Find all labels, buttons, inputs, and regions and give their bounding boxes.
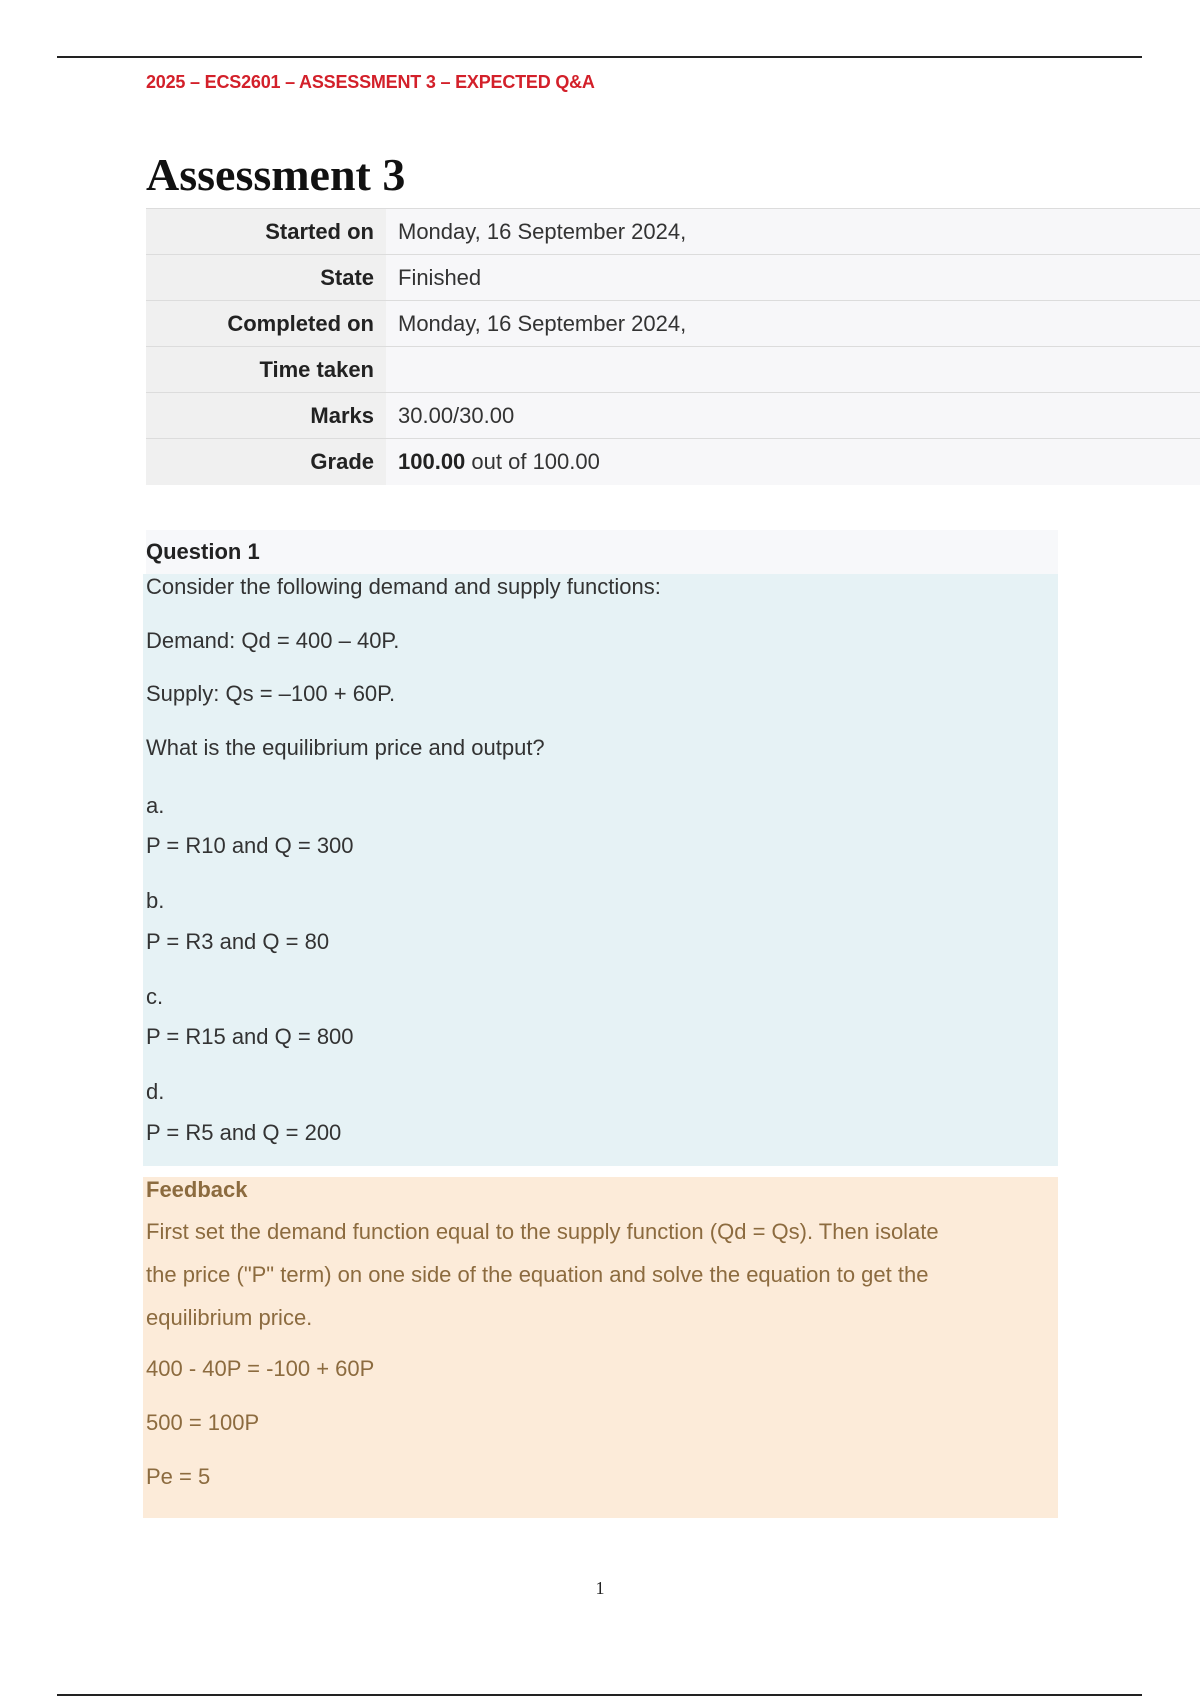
page-title: Assessment 3 — [146, 149, 406, 200]
summary-row-time-taken — [146, 347, 1200, 393]
feedback-step-1: 400 - 40P = -100 + 60P — [146, 1356, 375, 1381]
summary-label: Started on — [146, 209, 386, 255]
supply-function: Supply: Qs = –100 + 60P. — [146, 681, 396, 706]
summary-value: Finished — [386, 255, 1200, 301]
summary-row-completed — [146, 301, 1200, 347]
bottom-rule — [57, 1694, 1142, 1696]
document-header: 2025 – ECS2601 – ASSESSMENT 3 – EXPECTED Q&A — [146, 72, 595, 92]
summary-value: Monday, 16 September 2024, — [386, 301, 1200, 347]
demand-function: Demand: Qd = 400 – 40P. — [146, 628, 400, 653]
feedback-line-1: First set the demand function equal to the supply function (Qd = Qs). Then isolate — [146, 1219, 939, 1244]
option-text-a: P = R10 and Q = 300 — [146, 833, 354, 858]
summary-label: Marks — [146, 393, 386, 439]
summary-label: Time taken — [146, 347, 386, 393]
feedback-title: Feedback — [146, 1177, 248, 1202]
grade-score: 100.00 — [398, 448, 466, 474]
question-header — [146, 530, 1058, 574]
option-text-b: P = R3 and Q = 80 — [146, 929, 330, 954]
summary-value: Monday, 16 September 2024, — [386, 209, 1200, 255]
top-rule — [57, 56, 1142, 58]
question-intro: Consider the following demand and supply functions: — [146, 574, 661, 599]
feedback-step-2: 500 = 100P — [146, 1410, 260, 1435]
summary-label: Completed on — [146, 301, 386, 347]
summary-row-grade — [146, 439, 1200, 485]
option-text-c: P = R15 and Q = 800 — [146, 1024, 354, 1049]
summary-row-started — [146, 209, 1200, 255]
option-letter-a: a. — [146, 793, 165, 818]
summary-value: 30.00/30.00 — [386, 393, 1200, 439]
summary-row-state — [146, 255, 1200, 301]
option-letter-b: b. — [146, 888, 165, 913]
summary-value — [386, 439, 1200, 485]
summary-value — [386, 347, 1200, 393]
summary-label: Grade — [146, 439, 386, 485]
feedback-line-2: the price ("P" term) on one side of the equation and solve the equation to get the — [146, 1262, 929, 1287]
feedback-box — [143, 1177, 1058, 1518]
question-number: Question 1 — [146, 539, 260, 564]
page-number: 1 — [595, 1578, 605, 1598]
option-text-d: P = R5 and Q = 200 — [146, 1120, 342, 1145]
question-prompt: What is the equilibrium price and output? — [146, 735, 545, 760]
summary-label: State — [146, 255, 386, 301]
summary-row-marks — [146, 393, 1200, 439]
feedback-step-3: Pe = 5 — [146, 1464, 211, 1489]
attempt-summary-table — [146, 208, 1200, 485]
option-letter-d: d. — [146, 1079, 165, 1104]
grade-out-of: out of 100.00 — [465, 448, 600, 474]
question-body — [143, 574, 1058, 1166]
feedback-line-3: equilibrium price. — [146, 1305, 313, 1330]
option-letter-c: c. — [146, 984, 164, 1009]
